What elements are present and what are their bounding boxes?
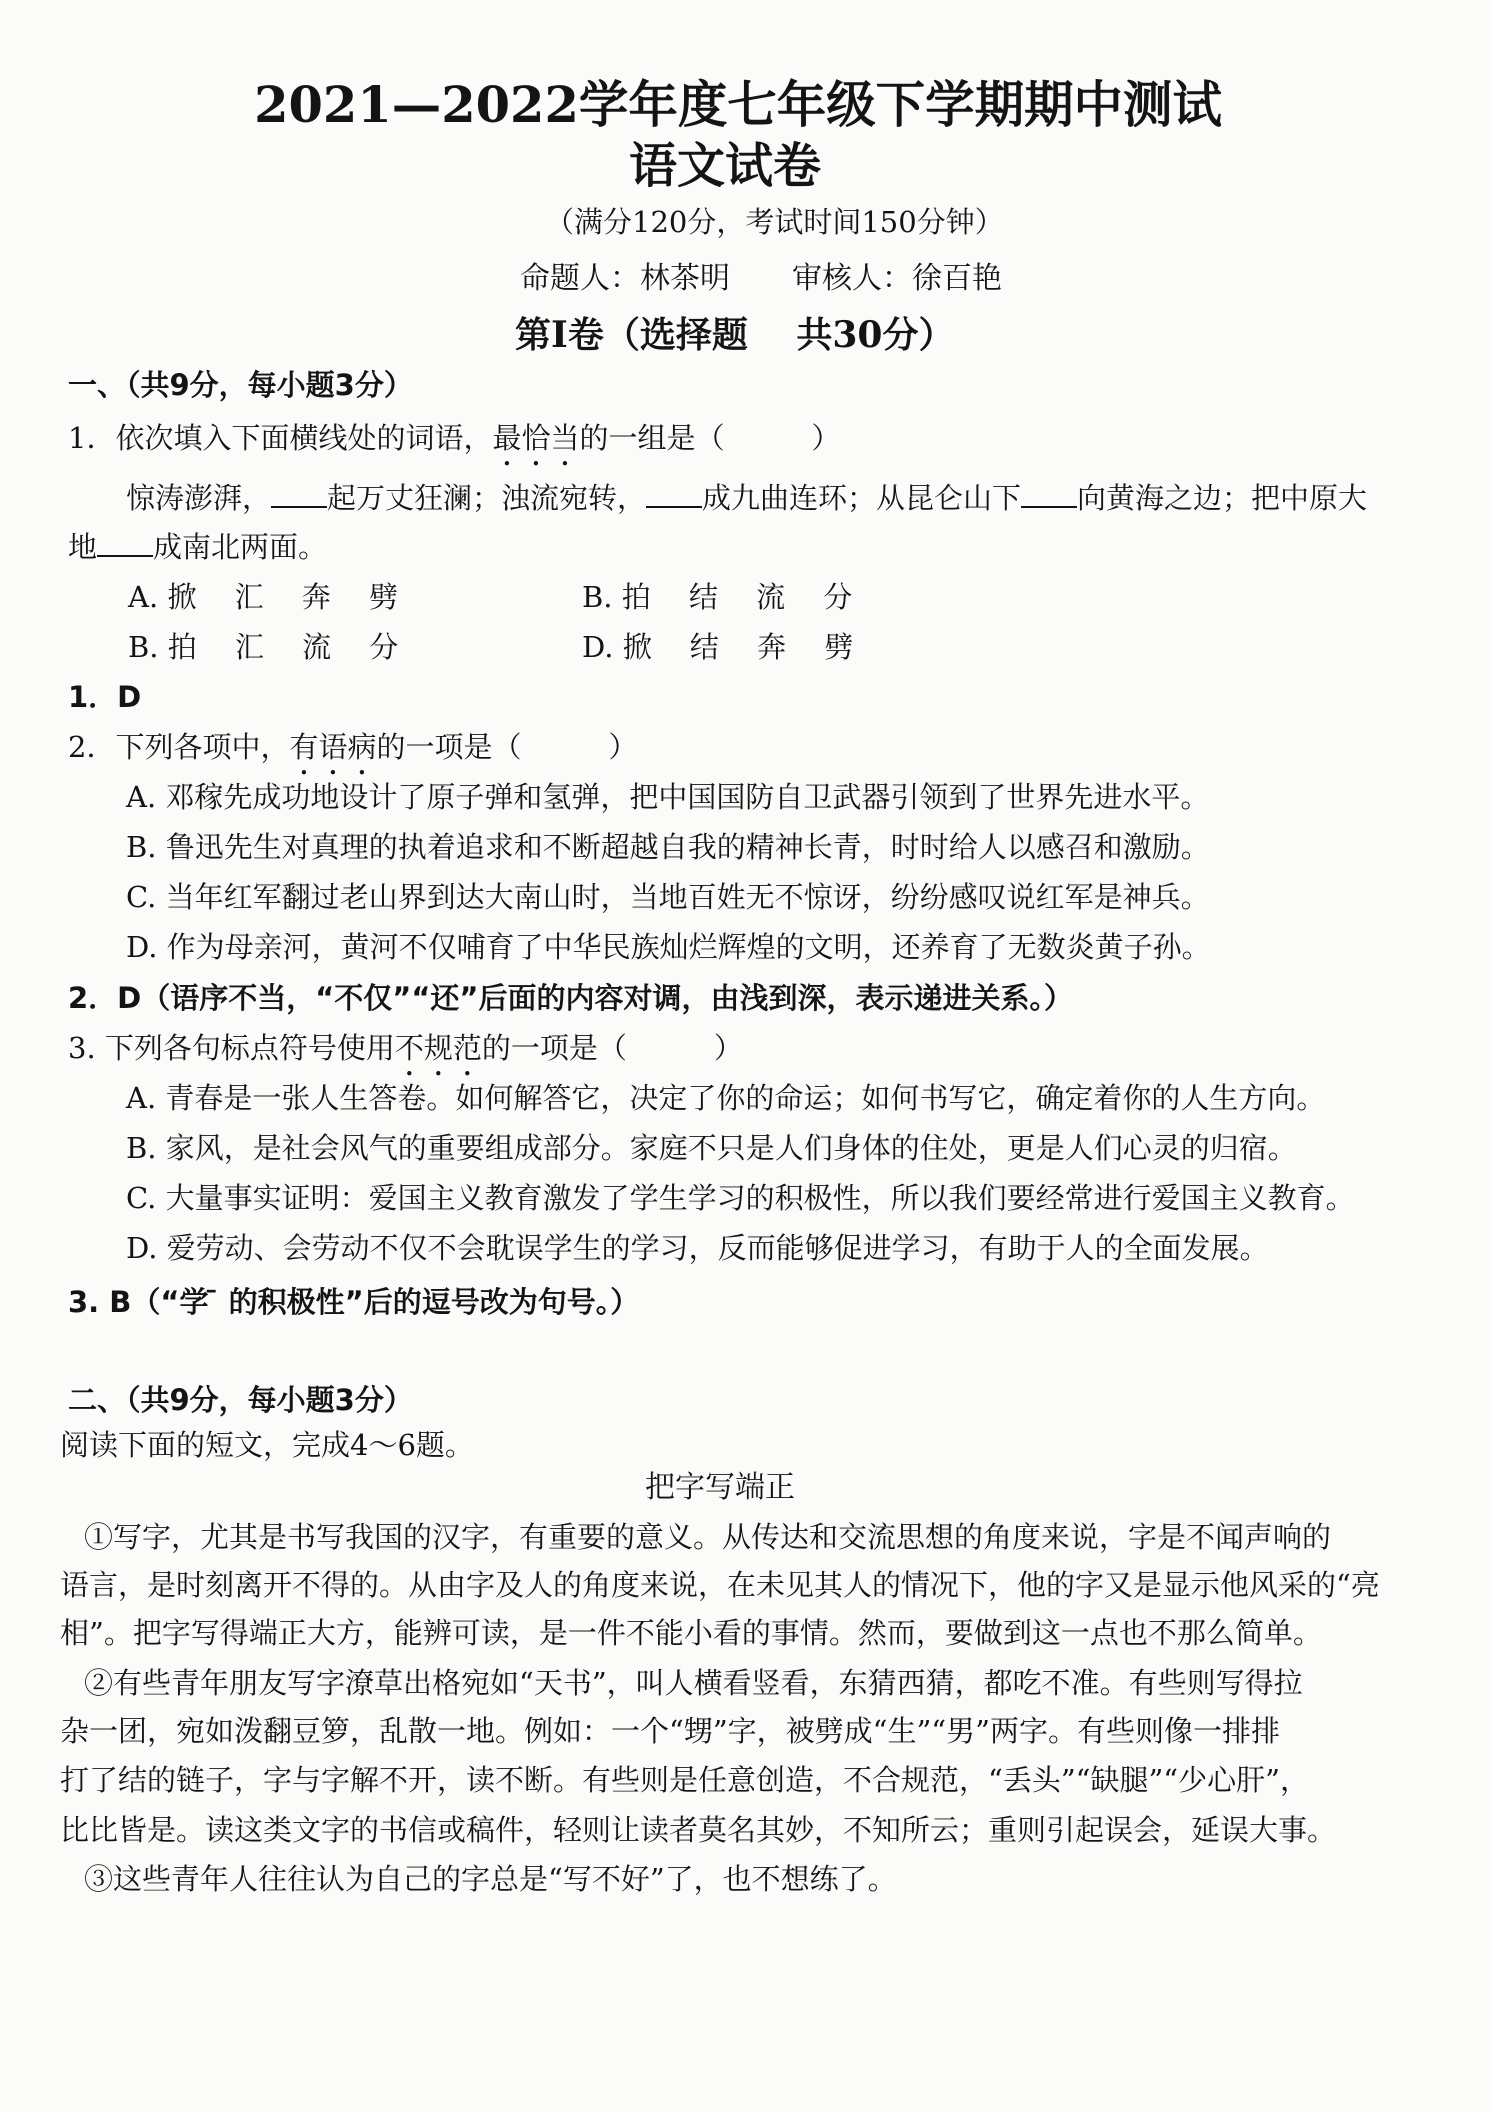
q1-stem-emph: 最恰当 [492, 421, 580, 455]
q2-stem-pre: 2．下列各项中， [68, 730, 290, 764]
q2-stem [68, 727, 637, 782]
blank-1 [271, 480, 327, 508]
q2-stem-emph: 有语病 [289, 730, 377, 764]
q3-stem-post: 的一项是（ ） [481, 1031, 743, 1065]
q1-stem-pre: 1．依次填入下面横线处的词语， [68, 421, 493, 455]
q3-option-c: C. 大量事实证明：爱国主义教育激发了学生学习的积极性，所以我们要经常进行爱国主义教育。 [126, 1181, 1355, 1215]
q2-option-a: A. 邓稼先成功地设计了原子弹和氢弹，把中国国防自卫武器引领到了世界先进水平。 [126, 780, 1210, 814]
author-label: 命题人：林茶明 [520, 261, 730, 296]
q1-passage-line2 [68, 527, 327, 567]
q1-answer: 1．D [68, 680, 142, 714]
reviewer-label: 审核人：徐百艳 [792, 261, 1002, 296]
passage-line: 语言，是时刻离开不得的。从由字及人的角度来说，在未见其人的情况下，他的字又是显示他风采的“亮 [60, 1568, 1380, 1602]
q1-option-a: A. 掀 汇 奔 劈 [128, 580, 399, 614]
q1-option-b: B. 拍 结 流 分 [582, 580, 853, 614]
q3-stem-emph: 不规范 [394, 1031, 482, 1065]
q3-stem-pre: 3. 下列各句标点符号使用 [68, 1031, 395, 1065]
authors-line [520, 258, 1002, 300]
passage-line: 打了结的链子，字与字解不开，读不断。有些则是任意创造，不合规范，“丢头”“缺腿”“少心肝”， [60, 1763, 1309, 1797]
q1-passage-e: 地 [68, 530, 98, 564]
passage-title: 把字写端正 [645, 1470, 795, 1505]
blank-3 [1021, 480, 1077, 508]
q2-option-b: B. 鲁迅先生对真理的执着追求和不断超越自我的精神长青，时时给人以感召和激励。 [126, 830, 1210, 864]
blank-4 [97, 529, 153, 557]
exam-subtitle: 语文试卷 [628, 138, 821, 194]
section2-heading: 二、（共9分，每小题3分） [68, 1383, 413, 1417]
q1-stem [68, 418, 840, 473]
q1-option-c: B. 拍 汇 流 分 [128, 630, 399, 664]
passage-line: 比比皆是。读这类文字的书信或稿件，轻则让读者莫名其妙，不知所云；重则引起误会，延误大事。 [60, 1813, 1337, 1847]
part-title: 第Ⅰ卷（选择题 共30分） [515, 314, 955, 356]
q2-answer: 2．D（语序不当，“不仅”“还”后面的内容对调，由浅到深，表示递进关系。） [68, 981, 1073, 1015]
q1-passage-d: 向黄海之边；把中原大 [1077, 481, 1368, 515]
q1-passage-line1 [126, 478, 1367, 518]
passage-line: 相”。把字写得端正大方，能辨可读，是一件不能小看的事情。然而，要做到这一点也不那么简单。 [60, 1616, 1322, 1650]
section1-heading: 一、（共9分，每小题3分） [68, 368, 413, 402]
q1-passage-c: 成九曲连环；从昆仑山下 [702, 481, 1022, 515]
q3-option-a: A. 青春是一张人生答卷。如何解答它，决定了你的命运；如何书写它，确定着你的人生方向。 [126, 1081, 1326, 1115]
q1-passage-b: 起万丈狂澜；浊流宛转， [327, 481, 647, 515]
q1-passage-a: 惊涛澎湃， [126, 481, 272, 515]
section2-instruction: 阅读下面的短文，完成4～6题。 [60, 1428, 474, 1462]
q2-option-d: D. 作为母亲河，黄河不仅哺育了中华民族灿烂辉煌的文明，还养育了无数炎黄子孙。 [126, 930, 1211, 964]
q2-option-c: C. 当年红军翻过老山界到达大南山时，当地百姓无不惊讶，纷纷感叹说红军是神兵。 [126, 880, 1210, 914]
q3-stem [68, 1028, 743, 1083]
q1-option-d: D. 掀 结 奔 劈 [582, 630, 854, 664]
passage-line: ①写字，尤其是书写我国的汉字，有重要的意义。从传达和交流思想的角度来说，字是不闻声响的 [84, 1520, 1332, 1554]
exam-note: （满分120分，考试时间150分钟） [545, 205, 1004, 239]
passage-line: 杂一团，宛如泼翻豆箩，乱散一地。例如：一个“甥”字，被劈成“生”“男”两字。有些则像一排排 [60, 1714, 1280, 1748]
blank-2 [646, 480, 702, 508]
exam-title: 2021—2022学年度七年级下学期期中测试 [254, 75, 1222, 134]
q3-option-d: D. 爱劳动、会劳动不仅不会耽误学生的学习，反而能够促进学习，有助于人的全面发展。 [126, 1231, 1269, 1265]
passage-line: ②有些青年朋友写字潦草出格宛如“天书”，叫人横看竖看，东猜西猜，都吃不准。有些则写得拉 [84, 1666, 1303, 1700]
q2-stem-post: 的一项是（ ） [376, 730, 638, 764]
q1-stem-post: 的一组是（ ） [579, 421, 841, 455]
passage-line: ③这些青年人往往认为自己的字总是“写不好”了，也不想练了。 [84, 1862, 897, 1896]
q1-passage-f: 成南北两面。 [153, 530, 328, 564]
q3-option-b: B. 家风，是社会风气的重要组成部分。家庭不只是人们身体的住处，更是人们心灵的归宿。 [126, 1131, 1297, 1165]
q3-answer: 3. B（“学 ̄ 的积极性”后的逗号改为句号。） [68, 1285, 640, 1319]
